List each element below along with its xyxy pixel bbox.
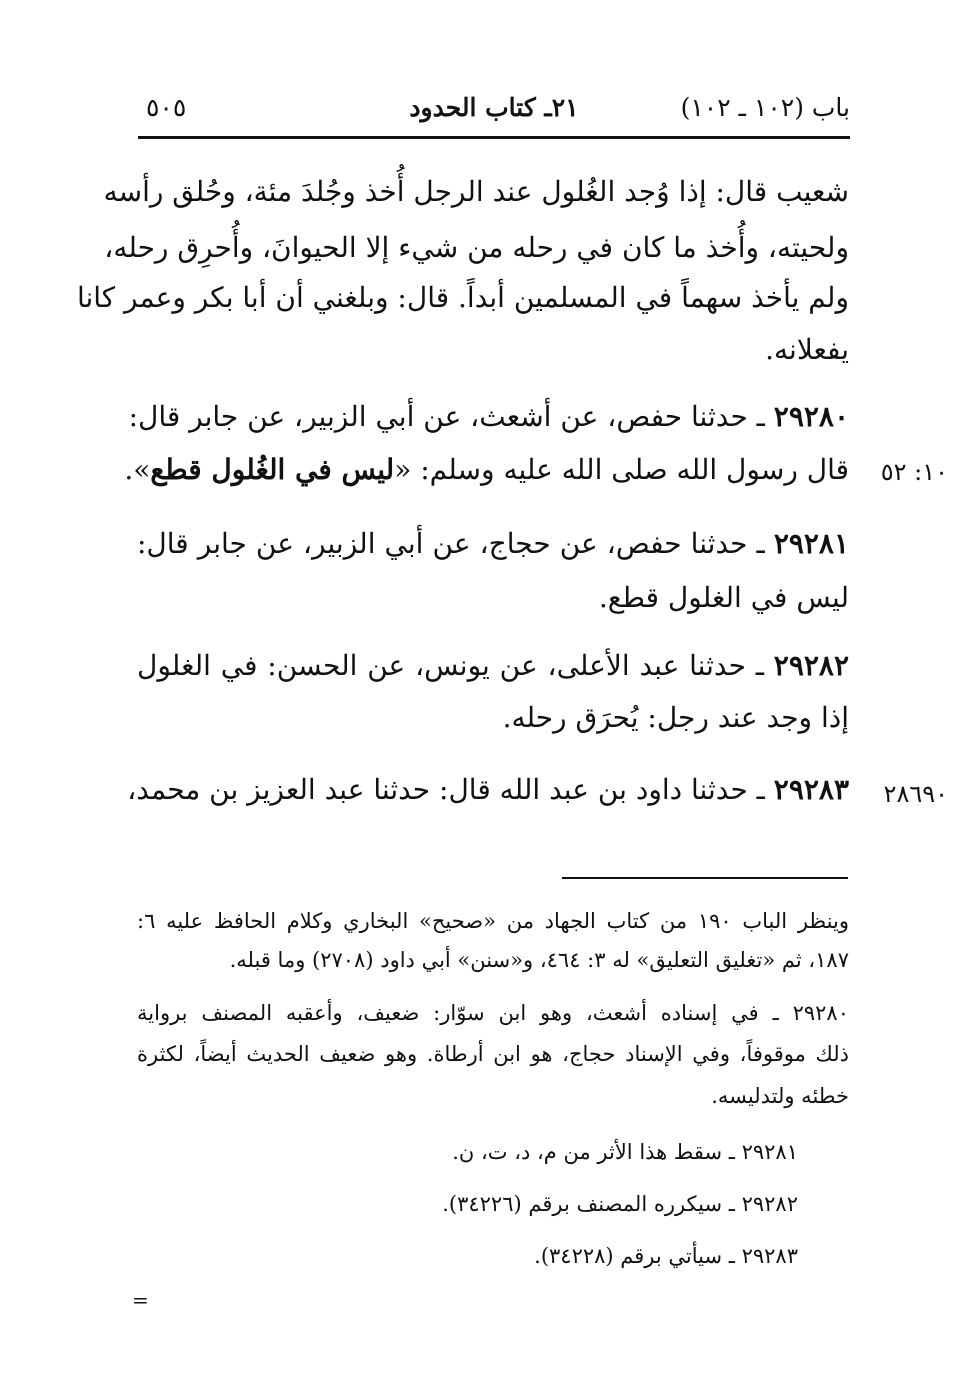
hadith-number: ٢٩٢٨٠ (773, 400, 849, 433)
footnote-line: ٢٩٢٨٣ ـ سيأتي برقم (٣٤٢٢٨). (534, 1244, 798, 1268)
hadith-29281-line-2: ليس في الغلول قطع. (598, 581, 849, 614)
hadith-29280-line-2: قال رسول الله صلى الله عليه وسلم: «ليس في الغُلول قطع». (124, 453, 849, 486)
chapter-range: باب (١٠٢ ـ ١٠٢) (680, 93, 850, 122)
book-title: ٢١ـ كتاب الحدود (409, 93, 579, 122)
footnote-line: ٢٩٢٨٢ ـ سيكرره المصنف برقم (٣٤٢٢٦). (442, 1192, 798, 1216)
footnote-line: ٢٩٢٨١ ـ سقط هذا الأثر من م، د، ت، ن. (452, 1140, 798, 1164)
footnote-line: ذلك موقوفاً، وفي الإسناد حجاج، هو ابن أرطاة. وهو ضعيف الحديث أيضاً، لكثرة (137, 1042, 849, 1066)
continuation-mark: = (132, 1288, 149, 1312)
body-line: شعيب قال: إذا وُجد الغُلول عند الرجل أُخذ وجُلدَ مئة، وحُلق رأسه (103, 175, 849, 208)
hadith-text-bold: ليس في الغُلول قطع (150, 453, 395, 486)
footnote-line: وينظر الباب ١٩٠ من كتاب الجهاد من «صحيح» البخاري وكلام الحافظ عليه ٦: (137, 909, 849, 933)
body-line: يفعلانه. (765, 333, 849, 366)
body-line: ولم يأخذ سهماً في المسلمين أبداً. قال: وبلغني أن أبا بكر وعمر كانا (76, 281, 849, 314)
hadith-number: ٢٩٢٨٢ (773, 649, 849, 682)
footnote-line: خطئه ولتدليسه. (711, 1084, 849, 1108)
footnote-line: ١٨٧، ثم «تغليق التعليق» له ٣: ٤٦٤، و«سنن» أبي داود (٢٧٠٨) وما قبله. (229, 948, 849, 972)
hadith-29282-line-2: إذا وجد عند رجل: يُحرَق رحله. (502, 701, 849, 734)
hadith-number: ٢٩٢٨١ (773, 527, 850, 560)
margin-reference: ١٠: ٥٢ (880, 458, 948, 486)
hadith-29281-line-1: ٢٩٢٨١ ـ حدثنا حفص، عن حجاج، عن أبي الزبير، عن جابر قال: (137, 527, 850, 560)
header-rule (138, 136, 850, 139)
hadith-29283-line-1: ٢٩٢٨٣ ـ حدثنا داود بن عبد الله قال: حدثنا عبد العزيز بن محمد، (127, 773, 849, 806)
page-number: ٥٠٥ (146, 93, 187, 122)
footnote-line: ٢٩٢٨٠ ـ في إسناده أشعث، وهو ابن سوّار: ضعيف، وأعقبه المصنف برواية (137, 1001, 849, 1025)
body-line: ولحيته، وأُخذ ما كان في رحله من شيء إلا الحيوانَ، وأُحرِق رحله، (104, 231, 849, 264)
running-header (138, 92, 850, 128)
hadith-29282-line-1: ٢٩٢٨٢ ـ حدثنا عبد الأعلى، عن يونس، عن الحسن: في الغلول (137, 649, 849, 682)
footnote-rule (562, 877, 848, 879)
hadith-29280-line-1: ٢٩٢٨٠ ـ حدثنا حفص، عن أشعث، عن أبي الزبير، عن جابر قال: (128, 400, 849, 433)
hadith-number: ٢٩٢٨٣ (773, 773, 849, 806)
margin-reference: ٢٨٦٩٠ (883, 780, 948, 808)
